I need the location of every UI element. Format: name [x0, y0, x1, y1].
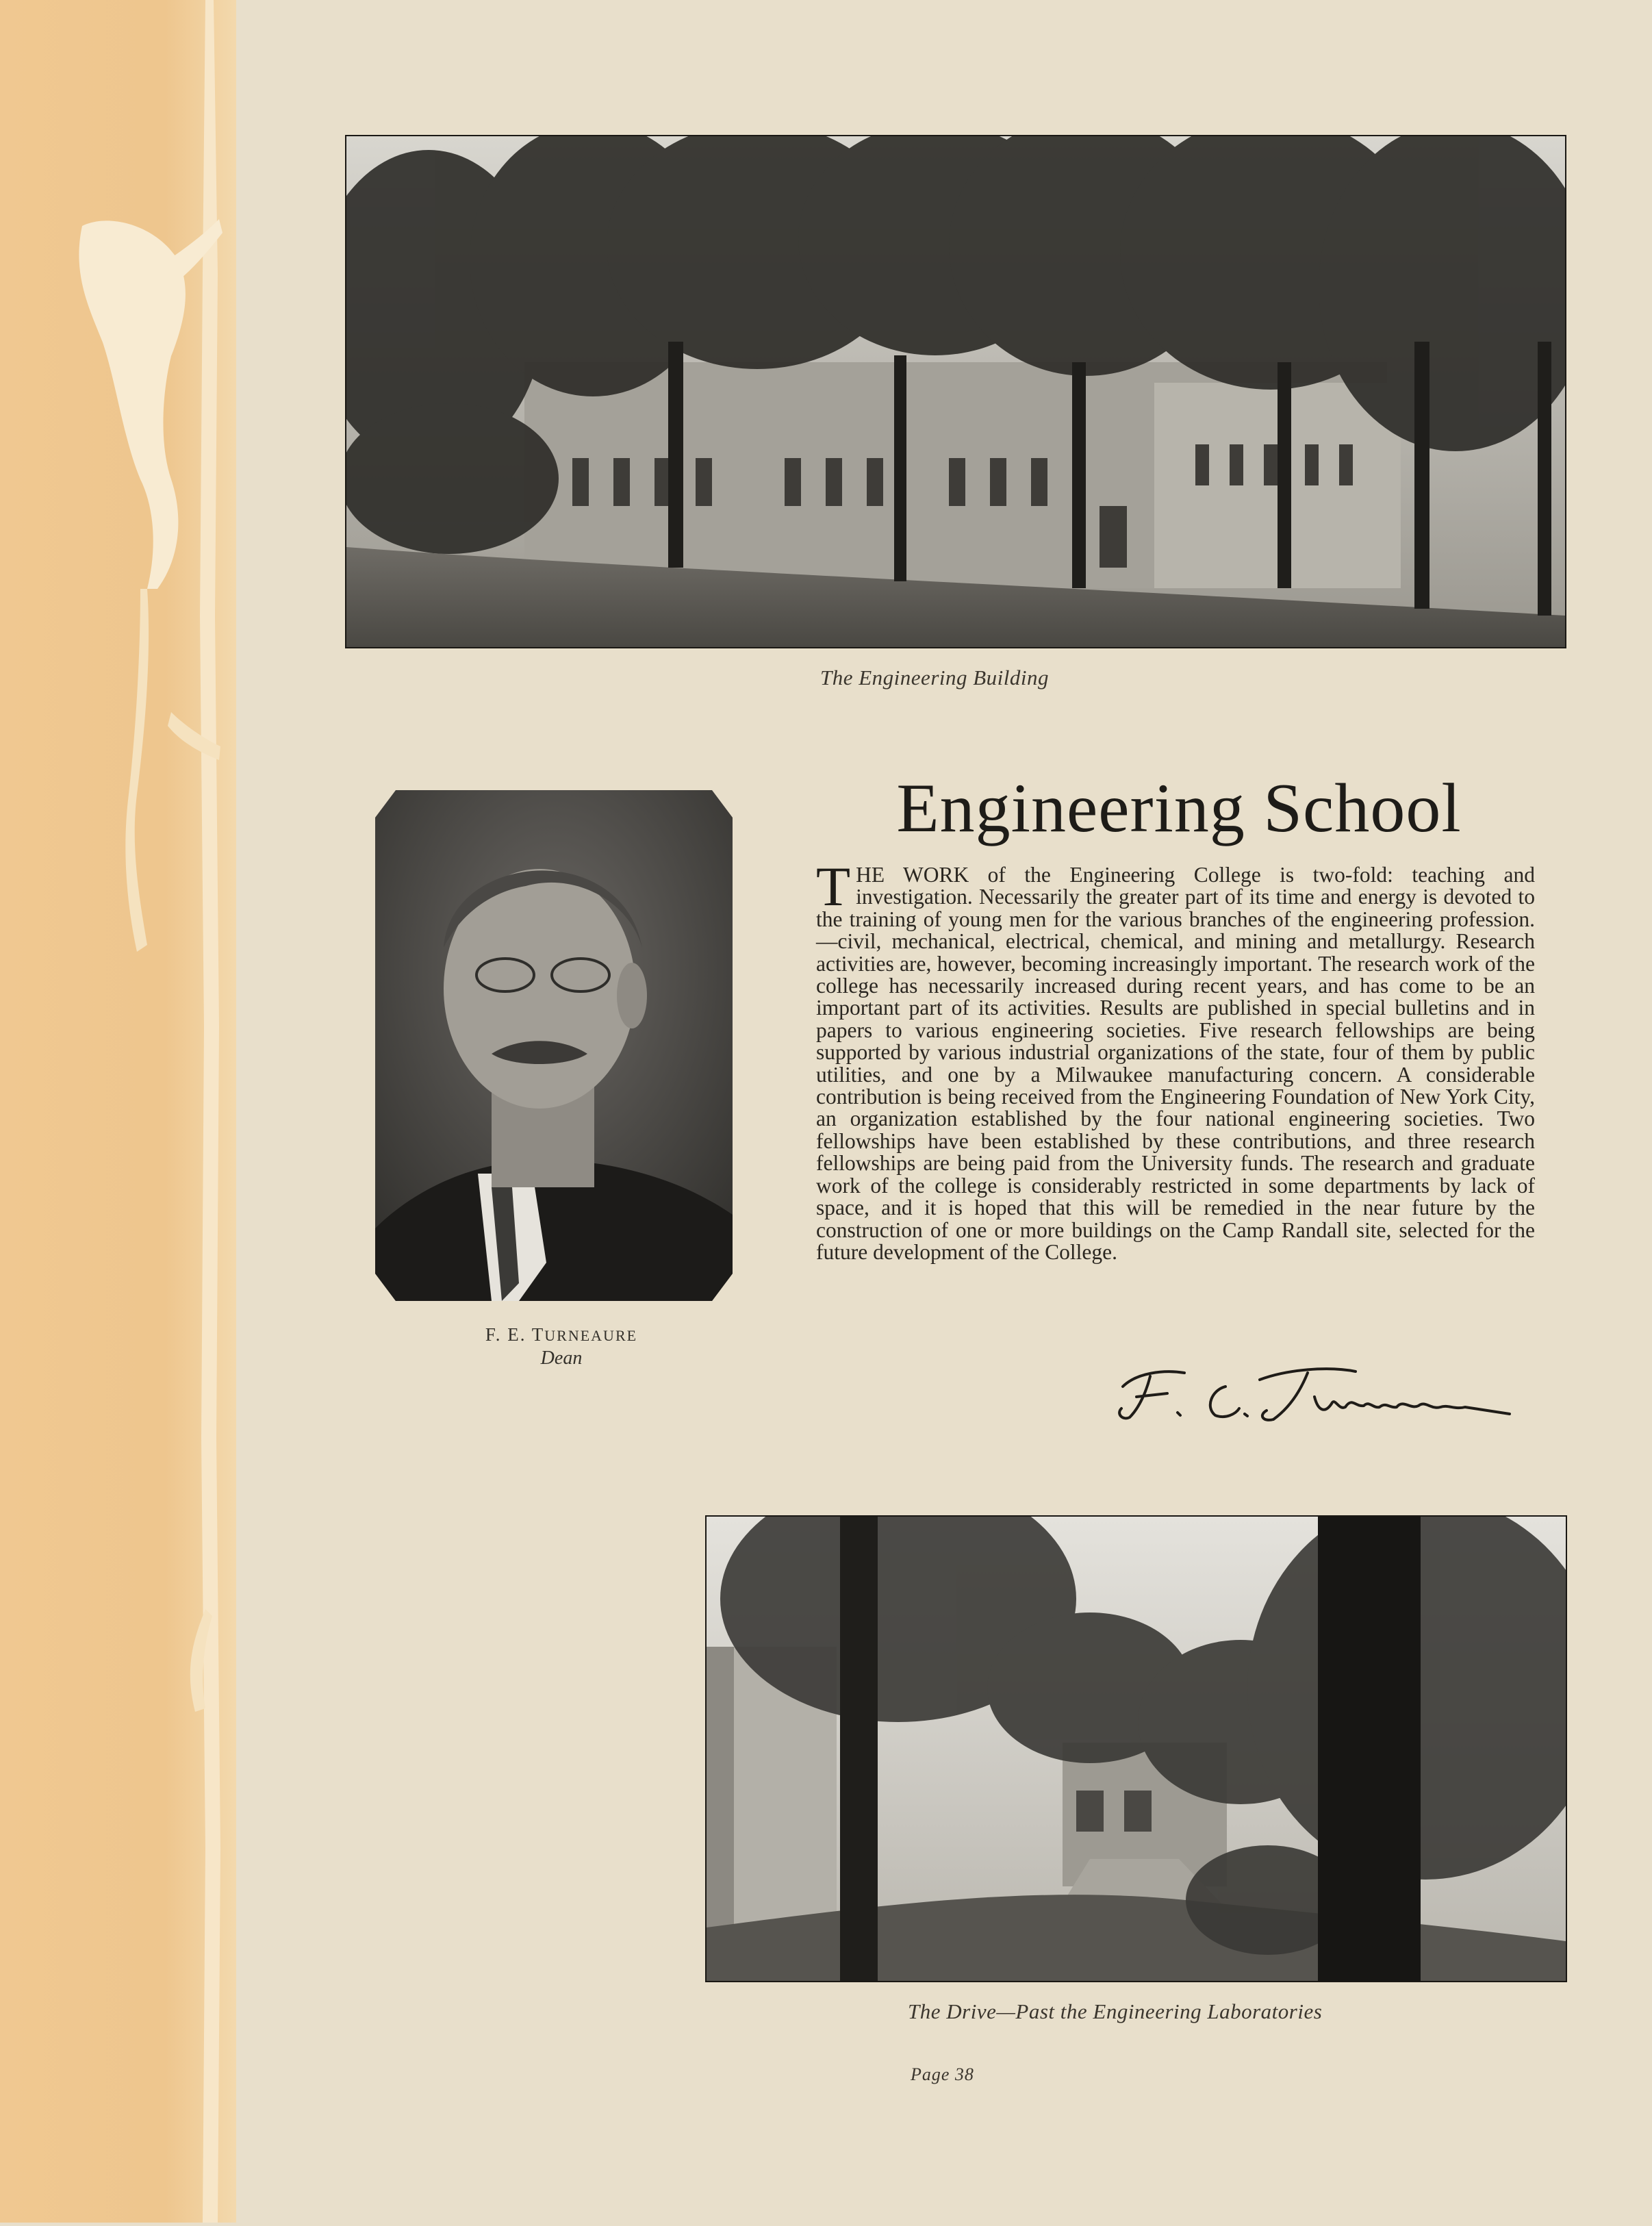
drop-cap: T [816, 855, 851, 918]
dean-title: Dean [540, 1348, 583, 1369]
branch-ornament [0, 0, 236, 2223]
drive-laboratories-caption: The Drive—Past the Engineering Laboratories [908, 1999, 1323, 2023]
dean-name-smallcaps: URNEAURE [544, 1327, 638, 1344]
page-title: Engineering School [896, 770, 1462, 847]
decorative-side-band [0, 0, 236, 2223]
engineering-building-caption: The Engineering Building [820, 666, 1050, 690]
article-body [816, 855, 1535, 1264]
dean-portrait-photo [375, 790, 733, 1301]
dean-name [411, 1324, 712, 1345]
page-number: Page 38 [911, 2064, 974, 2084]
drive-laboratories-photo [705, 1515, 1567, 1982]
engineering-building-photo [345, 135, 1566, 648]
dean-signature [1109, 1359, 1520, 1424]
dean-name-initials: F. E. T [485, 1324, 545, 1345]
article-paragraph: HE WORK of the Engineering College is two-fold: teaching and investigation. Necessarily the greater part of its time and energy is devoted to the training of young men for the various branches of the engineering profession.—civil, mechanical, electrical, chemical, and mining and metallurgy. Research activities are, however, becoming increasingly important. The research work of the college has necessarily increased during recent years, and has come to be an important part of its activities. Results are published in special bulletins and in papers to various engineering societies. Five research fellowships are being supported by various industrial organizations of the state, four of them by public utilities, and one by a Milwaukee manufacturing concern. A considerable contribution is being received from the Engineering Foundation of New York City, an organization established by the four national engineering societies. Two fellowships have been established by these contributions, and three research fellowships are being paid from the University funds. The research and graduate work of the college is considerably restricted in some departments by lack of space, and it is hoped that this will be remedied in the near future by the construction of one or more buildings on the Camp Randall site, selected for the future development of the College. [816, 863, 1535, 1264]
